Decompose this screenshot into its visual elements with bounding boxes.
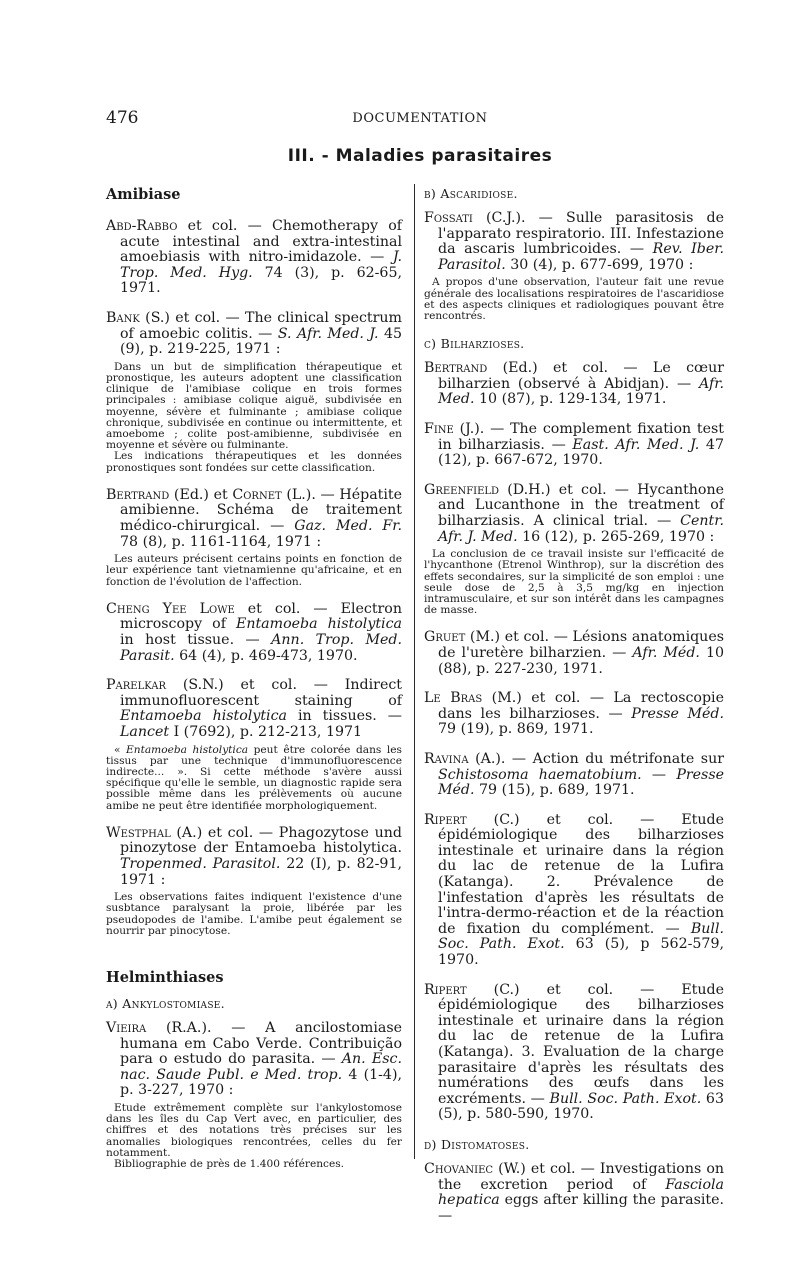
citation: Ravina (A.). — Action du métrifonate sur Schistosoma haematobium. — Presse Méd. 79 (15), p. 689, 1971.	[424, 750, 724, 799]
citation: Le Bras (M.) et col. — La rectoscopie dans les bilharzioses. — Presse Méd. 79 (19), p. 869, 1971.	[424, 690, 724, 738]
right-column	[424, 182, 724, 1238]
abstract: Les observations faites indiquent l'existence d'une susbtance paralysant la proie, libérée par les pseudopodes de l'amibe. L'amibe peut également se nourrir par pinocytose.	[106, 891, 402, 937]
section-title: III. - Maladies parasitaires	[287, 146, 553, 166]
abstract: La conclusion de ce travail insiste sur l'efficacité de l'hycanthone (Etrenol Winthrop), sur la discrétion des effets secondaires, sur la simplicité de son emploi : une seule dose de 2,5 à 3,5 mg/kg en injection intramusculaire, et sur son intérêt dans les campagnes de masse.	[424, 548, 724, 617]
column-divider	[414, 184, 415, 1159]
abstract: Dans un but de simplification thérapeutique et pronostique, les auteurs adoptent une classification clinique de l'amibiase colique en trois formes principales : amibiase colique aiguë, subdivisée en moyenne, sévère et fulminante ; amibiase colique chronique, subdivisée en continue ou intermittente, et amoebome ; colite post-amibienne, subdivisée en moyenne et sévère ou fulminante. Les indications thérapeutiques et les données pronostiques sont fondées sur cette classification.	[106, 360, 402, 474]
heading-helminthiases: Helminthiases	[106, 968, 224, 986]
subheading-ascaridiose: b) Ascaridiose.	[424, 186, 518, 201]
citation: Chovaniec (W.) et col. — Investigations on the excretion period of Fasciola hepatica eggs after killing the parasite. —	[424, 1160, 724, 1224]
citation: Parelkar (S.N.) et col. — Indirect immunofluorescent staining of Entamoeba histolytica in tissues. — Lancet I (7692), p. 212-213, 1971	[106, 677, 402, 740]
entry-cheng-yee-lowe	[106, 602, 402, 664]
entry-westphal	[106, 826, 402, 937]
abstract: Les auteurs précisent certains points en fonction de leur expérience tant vietnamienne qu'africaine, et en fonction de l'évolution de l'affection.	[106, 553, 402, 588]
citation: Gruet (M.) et col. — Lésions anatomiques de l'uretère bilharzien. — Afr. Méd. 10 (88), p. 227-230, 1971.	[424, 629, 724, 677]
entry-le-bras	[424, 691, 724, 738]
entry-ravina	[424, 752, 724, 799]
entry-bertrand-cornet	[106, 488, 402, 588]
entry-parelkar	[106, 678, 402, 812]
subheading-ankylostomiase: a) Ankylostomiase.	[106, 995, 225, 1011]
abstract: « Entamoeba histolytica peut être colorée dans les tissus par une technique d'immunofluorescence indirecte... ». Si cette méthode s'avère aussi spécifique qu'elle le semble, un diagnostic rapide sera possible même dans les prélèvements où aucune amibe ne peut être identifiée morphologiquement.	[106, 743, 402, 812]
entry-chovaniec	[424, 1162, 724, 1224]
entry-ripert-3	[424, 983, 724, 1123]
citation: Bank (S.) et col. — The clinical spectrum of amoebic colitis. — S. Afr. Med. J. 45 (9), p. 219-225, 1971 :	[106, 309, 402, 358]
citation: Fossati (C.J.). — Sulle parasitosis de l'apparato respiratorio. III. Infestazione da ascaris lumbricoides. — Rev. Iber. Parasitol. 30 (4), p. 677-699, 1970 :	[424, 210, 724, 273]
entry-gruet	[424, 630, 724, 677]
citation: Ripert (C.) et col. — Etude épidémiologique des bilharzioses intestinale et urinaire dans la région du lac de retenue de la Lufira (Katanga). 3. Evaluation de la charge parasitaire d'après les résultats des numérations des œufs dans les excréments. — Bull. Soc. Path. Exot. 63 (5), p. 580-590, 1970.	[424, 981, 724, 1123]
subheading-distomatoses: d) Distomatoses.	[424, 1136, 530, 1152]
citation: Abd-Rabbo et col. — Chemotherapy of acute intestinal and extra-intestinal amoebiasis with nitro-imidazole. — J. Trop. Med. Hyg. 74 (3), p. 62-65, 1971.	[106, 218, 402, 297]
entry-fossati	[424, 211, 724, 322]
entry-vieira	[106, 1021, 402, 1170]
abstract: Etude extrêmement complète sur l'ankylostomose dans les îles du Cap Vert avec, en particulier, des chiffres et des notations très précises sur les anomalies biologiques rencontrées, celles du fer notamment. Bibliographie de près de 1.400 références.	[106, 1101, 402, 1170]
citation: Vieira (R.A.). — A ancilostomiase humana em Cabo Verde. Contribuição para o estudo do parasita. — An. Esc. nac. Saude Publ. e Med. trop. 4 (1-4), p. 3-227, 1970 :	[106, 1019, 402, 1099]
entry-ripert-2	[424, 813, 724, 969]
citation: Greenfield (D.H.) et col. — Hycanthone and Lucanthone in the treatment of bilharziasis. A clinical trial. — Centr. Afr. J. Med. 16 (12), p. 265-269, 1970 :	[424, 481, 724, 545]
citation: Westphal (A.) et col. — Phagozytose und pinozytose der Entamoeba histolytica. Tropenmed. Parasitol. 22 (I), p. 82-91, 1971 :	[106, 824, 402, 888]
entry-bank	[106, 311, 402, 474]
entry-abd-rabbo	[106, 219, 402, 297]
citation: Ripert (C.) et col. — Etude épidémiologique des bilharzioses intestinale et urinaire dans la région du lac de retenue de la Lufira (Katanga). 2. Prévalence de l'infestation d'après les résultats de l'intra-dermo-réaction et de la réaction de fixation du complément. — Bull. Soc. Path. Exot. 63 (5), p 562-579, 1970.	[424, 811, 724, 969]
citation: Bertrand (Ed.) et col. — Le cœur bilharzien (observé à Abidjan). — Afr. Med. 10 (87), p. 129-134, 1971.	[424, 360, 724, 408]
abstract: A propos d'une observation, l'auteur fait une revue générale des localisations respiratoires de l'ascaridiose et des aspects cliniques et radiologiques pouvant être rencontrés.	[424, 276, 724, 322]
left-column	[106, 182, 402, 1184]
entry-fine	[424, 422, 724, 469]
citation: Bertrand (Ed.) et Cornet (L.). — Hépatite amibienne. Schéma de traitement médico-chirurgical. — Gaz. Med. Fr. 78 (8), p. 1161-1164, 1971 :	[106, 486, 402, 550]
heading-amibiase: Amibiase	[106, 186, 181, 203]
citation: Fine (J.). — The complement fixation test in bilharziasis. — East. Afr. Med. J. 47 (12), p. 667-672, 1970.	[424, 420, 724, 469]
entry-greenfield	[424, 483, 724, 617]
subheading-bilharzioses: c) Bilharzioses.	[424, 336, 525, 352]
page-header	[106, 108, 734, 132]
running-head: DOCUMENTATION	[352, 111, 488, 126]
citation: Cheng Yee Lowe et col. — Electron microscopy of Entamoeba histolytica in host tissue. — Ann. Trop. Med. Parasit. 64 (4), p. 469-473, 1970.	[106, 600, 402, 664]
page-number: 476	[106, 108, 139, 128]
entry-bertrand	[424, 361, 724, 408]
